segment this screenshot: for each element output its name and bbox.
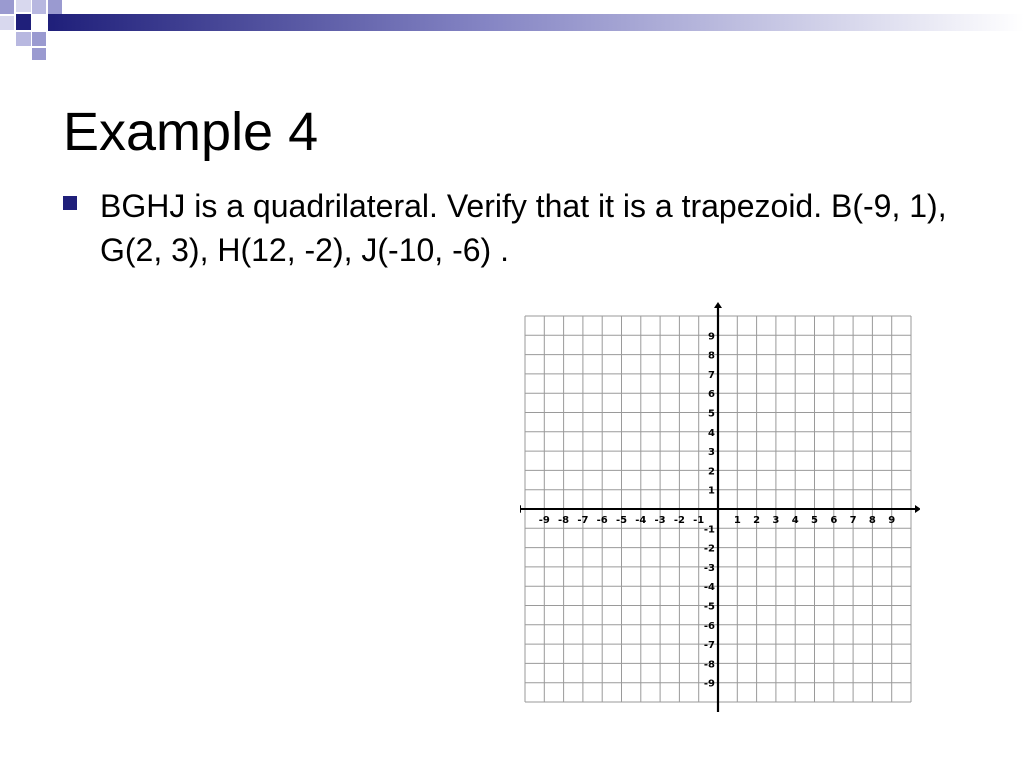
x-tick-label: -1 [693, 515, 705, 526]
y-tick-label: -2 [703, 543, 715, 555]
x-tick-label: 1 [733, 515, 741, 526]
y-tick-label: 6 [708, 389, 715, 401]
coordinate-grid [520, 300, 920, 715]
y-axis-arrow-icon [714, 302, 722, 308]
y-tick-label: 7 [708, 369, 715, 381]
slide-header-decoration [0, 0, 1024, 60]
y-tick-label: 3 [708, 447, 715, 459]
y-tick-label: -5 [703, 601, 715, 613]
x-tick-label: -8 [558, 515, 570, 526]
x-tick-label: -7 [577, 515, 589, 526]
y-tick-label: 4 [708, 427, 715, 439]
y-tick-label: 2 [708, 466, 715, 478]
x-tick-label: -9 [538, 515, 550, 526]
bullet-text: BGHJ is a quadrilateral. Verify that it is a trapezoid. B(-9, 1), G(2, 3), H(12, -2), J(-10, -6) . [100, 188, 947, 268]
x-tick-label: 9 [888, 515, 896, 526]
x-tick-label: -2 [673, 515, 685, 526]
y-tick-label: 5 [708, 408, 715, 420]
y-tick-label: -3 [703, 562, 715, 574]
square-bullet-icon [63, 196, 77, 210]
y-tick-label: -4 [703, 582, 715, 594]
x-tick-label: 3 [772, 515, 780, 526]
coordinate-grid-svg [520, 300, 920, 715]
x-tick-label: -6 [596, 515, 608, 526]
x-tick-label: 7 [849, 515, 857, 526]
x-tick-label: -5 [615, 515, 628, 526]
slide-title: Example 4 [63, 102, 319, 162]
x-tick-label: 8 [868, 515, 876, 526]
y-tick-label: -9 [703, 678, 715, 690]
x-tick-label: 4 [791, 515, 799, 526]
y-tick-label: 8 [708, 350, 715, 362]
x-tick-label: -3 [654, 515, 666, 526]
x-tick-label: 5 [811, 515, 818, 526]
x-tick-label: 2 [753, 515, 761, 526]
y-tick-label: 9 [708, 331, 715, 343]
y-tick-label: -6 [703, 620, 715, 632]
y-tick-label: -8 [703, 659, 715, 671]
x-axis-arrow-icon [915, 505, 920, 513]
y-tick-label: -7 [703, 640, 715, 652]
y-tick-label: -1 [703, 524, 715, 536]
x-tick-label: 6 [830, 515, 838, 526]
x-axis-left-arrow-icon [520, 505, 521, 513]
y-tick-label: 1 [708, 485, 715, 497]
x-tick-label: -4 [635, 515, 647, 526]
